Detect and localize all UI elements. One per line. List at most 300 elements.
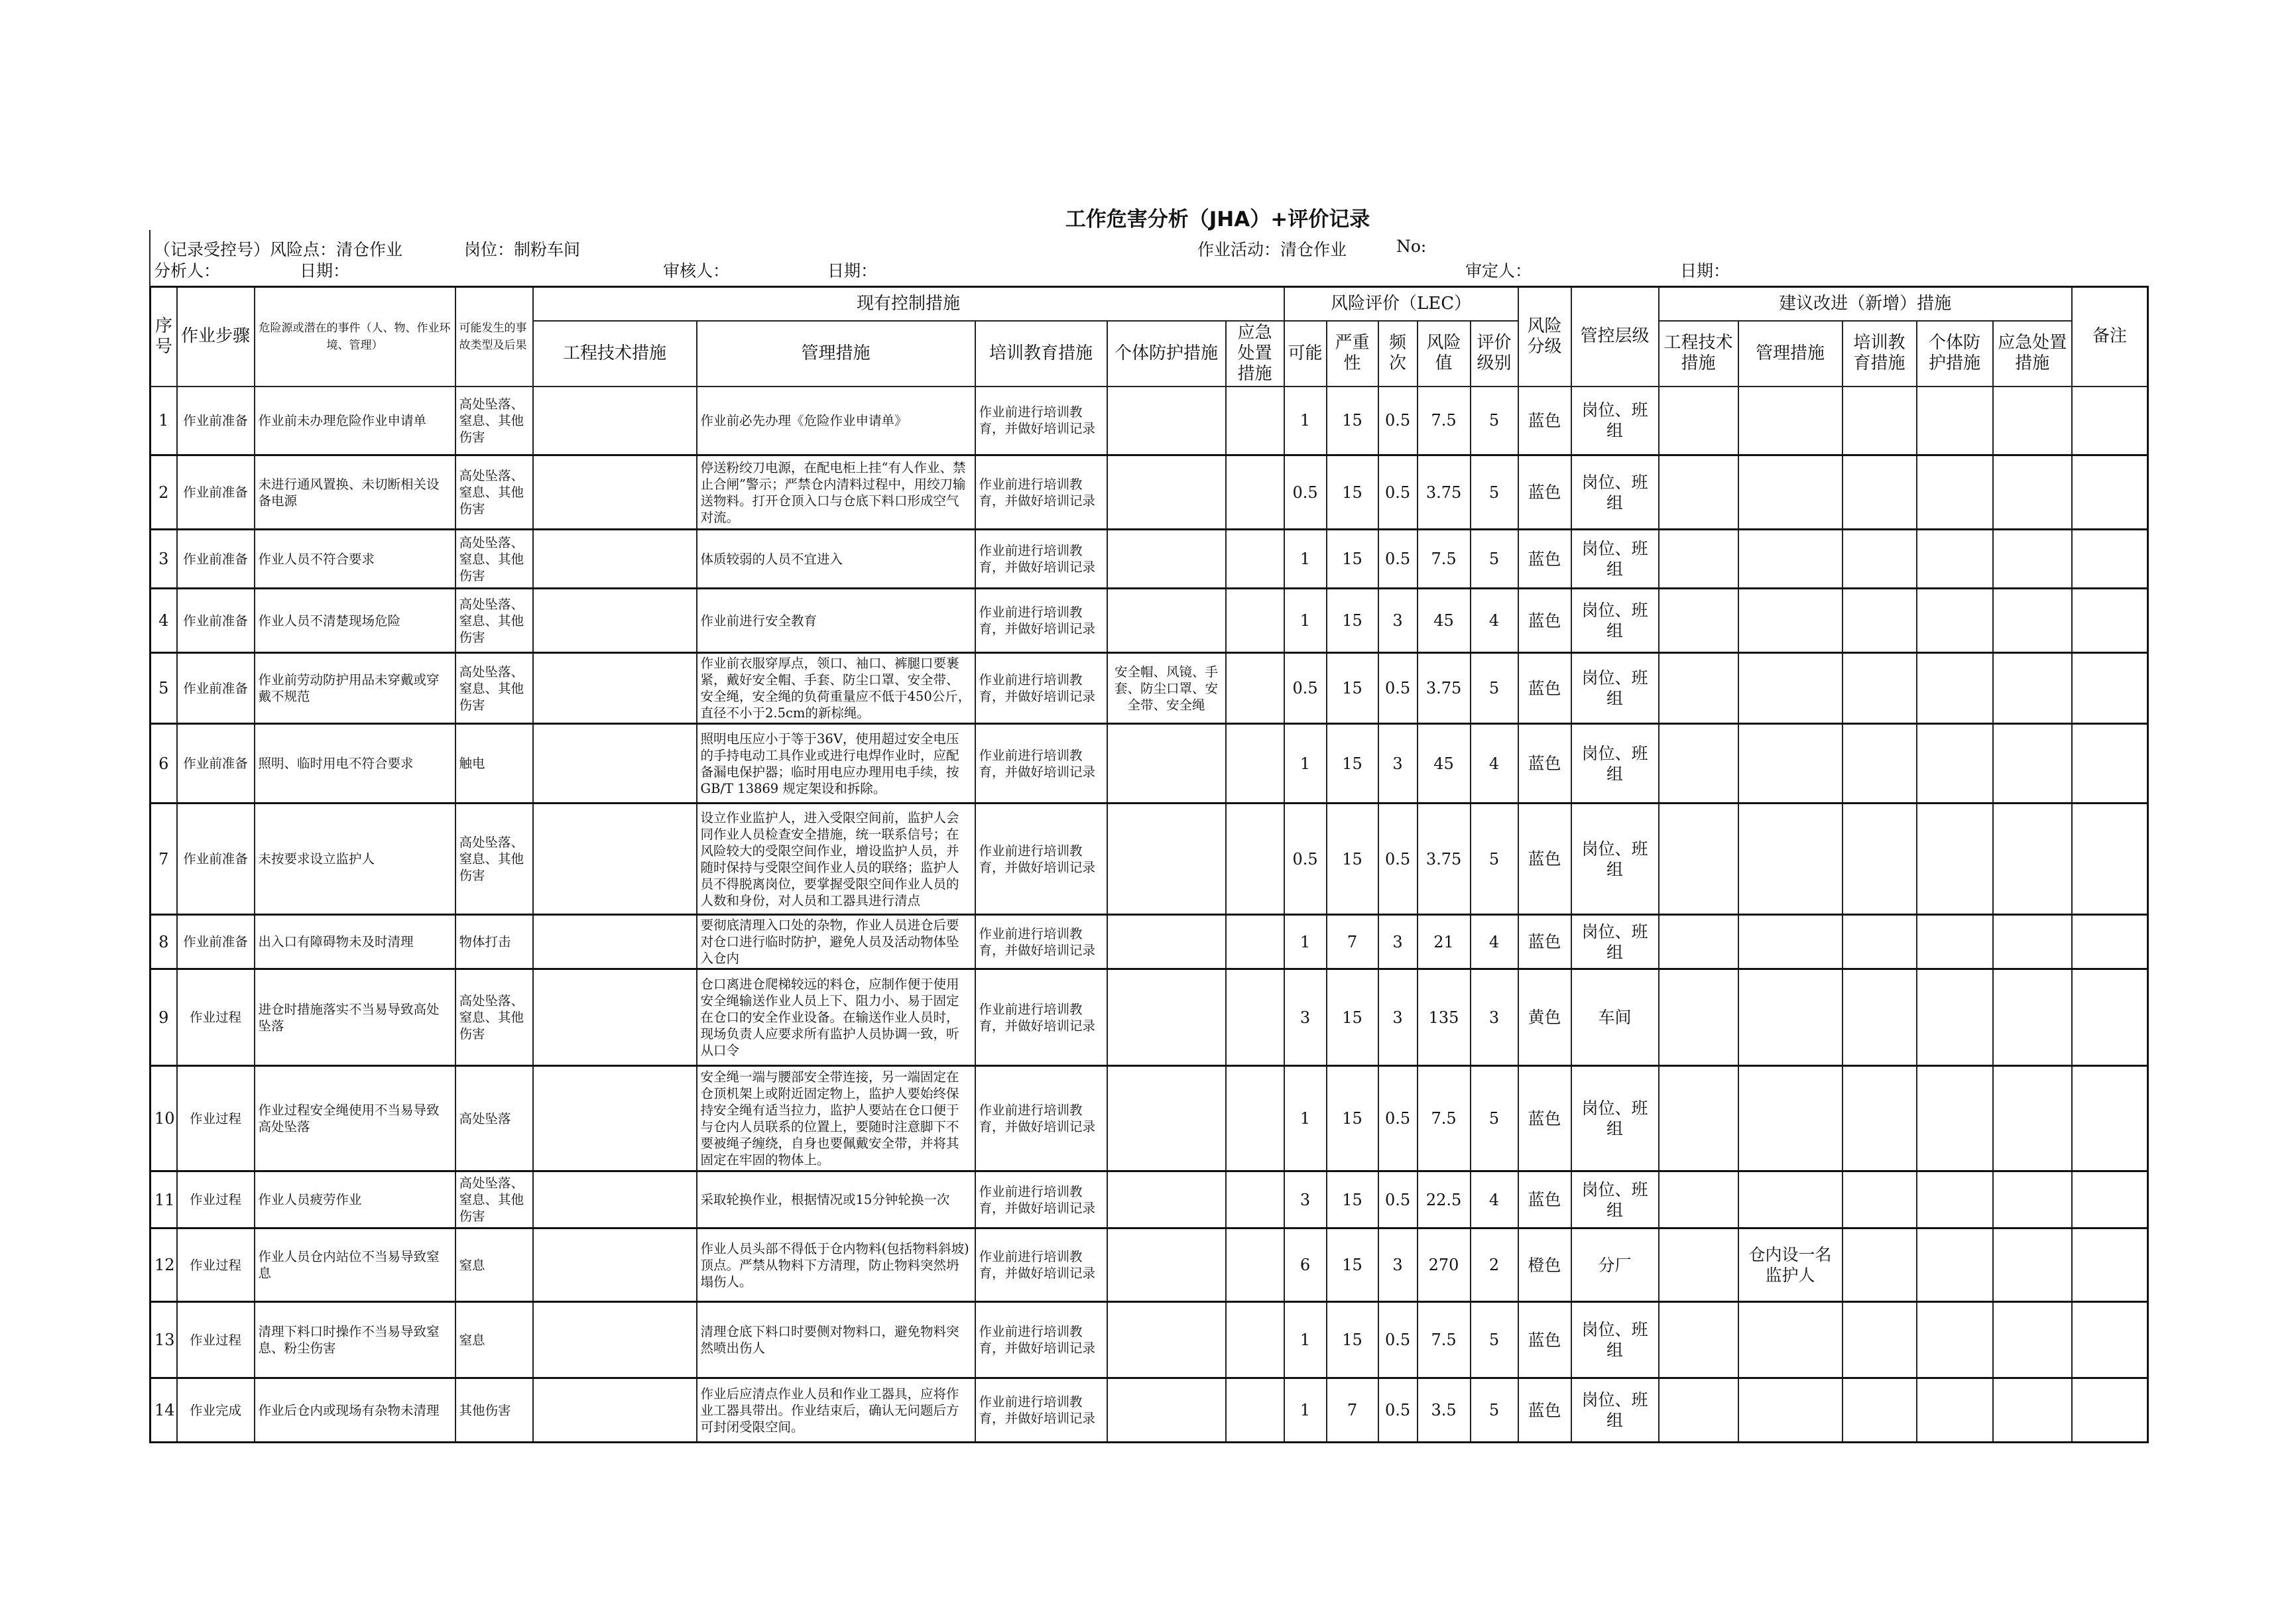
header-mgmt: 管理措施 — [697, 321, 975, 387]
cell-mgmt: 作业前衣服穿厚点，领口、袖口、裤腿口要裹紧，戴好安全帽、手套、防尘口罩、安全带、安全绳，安全绳的负荷重量应不低于450公斤，直径不小于2.5cm的新棕绳。 — [697, 653, 975, 724]
cell-no: 14 — [151, 1378, 177, 1443]
reviewer-date: 日期： — [827, 261, 878, 280]
cell-d: 3.75 — [1418, 653, 1471, 724]
cell-ppe — [1107, 1378, 1226, 1443]
cell-step: 作业过程 — [177, 1228, 255, 1302]
cell-grade: 2 — [1471, 1228, 1518, 1302]
cell-ppe — [1107, 589, 1226, 653]
cell-s-training — [1843, 653, 1917, 724]
cell-step: 作业前准备 — [177, 804, 255, 915]
cell-no: 3 — [151, 530, 177, 589]
cell-control: 岗位、班组 — [1571, 1302, 1659, 1378]
reviewer: 审核人： — [663, 261, 730, 280]
cell-hazard: 未进行通风置换、未切断相关设备电源 — [255, 455, 455, 530]
cell-l: 1 — [1284, 724, 1327, 804]
cell-training: 作业前进行培训教育，并做好培训记录 — [975, 1228, 1107, 1302]
cell-consequence: 高处坠落、窒息、其他伤害 — [455, 1171, 533, 1228]
cell-no: 4 — [151, 589, 177, 653]
cell-mgmt: 作业人员头部不得低于仓内物料(包括物料斜坡)顶点。严禁从物料下方清理，防止物料突然坍塌伤人。 — [697, 1228, 975, 1302]
header-existing-measures: 现有控制措施 — [533, 287, 1284, 321]
cell-d: 270 — [1418, 1228, 1471, 1302]
cell-remark — [2072, 1302, 2148, 1378]
cell-consequence: 窒息 — [455, 1302, 533, 1378]
cell-s-emergency — [1993, 530, 2072, 589]
cell-training: 作业前进行培训教育，并做好培训记录 — [975, 653, 1107, 724]
cell-control: 岗位、班组 — [1571, 724, 1659, 804]
cell-hazard: 清理下料口时操作不当易导致窒息、粉尘伤害 — [255, 1302, 455, 1378]
cell-risk: 蓝色 — [1518, 653, 1571, 724]
cell-eng — [533, 804, 697, 915]
cell-s-mgmt — [1738, 804, 1843, 915]
cell-emergency — [1226, 915, 1284, 969]
cell-s-eng — [1659, 724, 1738, 804]
cell-s: 15 — [1327, 530, 1378, 589]
cell-eng — [533, 1378, 697, 1443]
cell-ppe — [1107, 1171, 1226, 1228]
cell-l: 1 — [1284, 530, 1327, 589]
cell-remark — [2072, 804, 2148, 915]
cell-grade: 3 — [1471, 969, 1518, 1066]
cell-risk: 蓝色 — [1518, 589, 1571, 653]
table-row — [151, 724, 2148, 804]
table-row — [151, 653, 2148, 724]
cell-step: 作业过程 — [177, 1171, 255, 1228]
cell-s-ppe — [1917, 804, 1993, 915]
header-suggested-measures: 建议改进（新增）措施 — [1659, 287, 2072, 321]
cell-grade: 5 — [1471, 455, 1518, 530]
cell-l: 6 — [1284, 1228, 1327, 1302]
cell-s-eng — [1659, 1302, 1738, 1378]
cell-training: 作业前进行培训教育，并做好培训记录 — [975, 530, 1107, 589]
cell-no: 12 — [151, 1228, 177, 1302]
cell-emergency — [1226, 804, 1284, 915]
cell-hazard: 作业前未办理危险作业申请单 — [255, 387, 455, 455]
cell-step: 作业过程 — [177, 1302, 255, 1378]
table-row — [151, 1378, 2148, 1443]
cell-remark — [2072, 1378, 2148, 1443]
header-s-eng: 工程技术措施 — [1659, 321, 1738, 387]
cell-no: 6 — [151, 724, 177, 804]
cell-eng — [533, 653, 697, 724]
cell-d: 45 — [1418, 589, 1471, 653]
cell-s: 15 — [1327, 455, 1378, 530]
cell-s-ppe — [1917, 1302, 1993, 1378]
cell-training: 作业前进行培训教育，并做好培训记录 — [975, 387, 1107, 455]
header-s-ppe: 个体防护措施 — [1917, 321, 1993, 387]
cell-s-emergency — [1993, 1066, 2072, 1171]
cell-ppe — [1107, 1228, 1226, 1302]
cell-d: 7.5 — [1418, 530, 1471, 589]
cell-d: 3.5 — [1418, 1378, 1471, 1443]
cell-training: 作业前进行培训教育，并做好培训记录 — [975, 1066, 1107, 1171]
cell-s-ppe — [1917, 915, 1993, 969]
cell-eng — [533, 1171, 697, 1228]
cell-eng — [533, 724, 697, 804]
cell-s-eng — [1659, 387, 1738, 455]
header-e: 频次 — [1378, 321, 1418, 387]
cell-training: 作业前进行培训教育，并做好培训记录 — [975, 1302, 1107, 1378]
cell-hazard: 作业人员仓内站位不当易导致窒息 — [255, 1228, 455, 1302]
cell-grade: 4 — [1471, 589, 1518, 653]
cell-hazard: 照明、临时用电不符合要求 — [255, 724, 455, 804]
cell-s-ppe — [1917, 969, 1993, 1066]
cell-grade: 4 — [1471, 1171, 1518, 1228]
cell-s: 15 — [1327, 1171, 1378, 1228]
cell-s-eng — [1659, 589, 1738, 653]
cell-step: 作业过程 — [177, 1066, 255, 1171]
header-lec: 风险评价（LEC） — [1284, 287, 1518, 321]
header-hazard: 危险源或潜在的事件（人、物、作业环境、管理） — [255, 287, 455, 387]
cell-training: 作业前进行培训教育，并做好培训记录 — [975, 1171, 1107, 1228]
table-row — [151, 969, 2148, 1066]
cell-hazard: 作业前劳动防护用品未穿戴或穿戴不规范 — [255, 653, 455, 724]
cell-s-eng — [1659, 1066, 1738, 1171]
cell-mgmt: 设立作业监护人，进入受限空间前，监护人会同作业人员检查安全措施，统一联系信号；在风险较大的受限空间作业，增设监护人员，并随时保持与受限空间作业人员的联络；监护人员不得脱离岗位，要掌握受限空间作业人员的人数和身份，对人员和工器具进行清点 — [697, 804, 975, 915]
cell-l: 0.5 — [1284, 653, 1327, 724]
cell-training: 作业前进行培训教育，并做好培训记录 — [975, 724, 1107, 804]
cell-emergency — [1226, 969, 1284, 1066]
cell-l: 0.5 — [1284, 455, 1327, 530]
cell-remark — [2072, 1228, 2148, 1302]
cell-mgmt: 体质较弱的人员不宜进入 — [697, 530, 975, 589]
cell-d: 3.75 — [1418, 455, 1471, 530]
cell-s-ppe — [1917, 1228, 1993, 1302]
cell-control: 岗位、班组 — [1571, 653, 1659, 724]
cell-d: 7.5 — [1418, 1066, 1471, 1171]
cell-d: 45 — [1418, 724, 1471, 804]
cell-s: 15 — [1327, 387, 1378, 455]
cell-s-eng — [1659, 455, 1738, 530]
cell-control: 岗位、班组 — [1571, 1378, 1659, 1443]
left-border — [149, 230, 151, 287]
header-ppe: 个体防护措施 — [1107, 321, 1226, 387]
cell-control: 岗位、班组 — [1571, 1066, 1659, 1171]
cell-s-eng — [1659, 915, 1738, 969]
cell-grade: 4 — [1471, 724, 1518, 804]
cell-consequence: 高处坠落、窒息、其他伤害 — [455, 589, 533, 653]
table-body — [151, 387, 2148, 1443]
cell-e: 0.5 — [1378, 387, 1418, 455]
cell-e: 0.5 — [1378, 1302, 1418, 1378]
cell-grade: 5 — [1471, 530, 1518, 589]
cell-s-ppe — [1917, 455, 1993, 530]
activity: 作业活动：清仓作业 — [1197, 240, 1347, 259]
cell-training: 作业前进行培训教育，并做好培训记录 — [975, 915, 1107, 969]
header-step: 作业步骤 — [177, 287, 255, 387]
cell-ppe — [1107, 804, 1226, 915]
header-risk-level: 风险分级 — [1518, 287, 1571, 387]
cell-consequence: 窒息 — [455, 1228, 533, 1302]
cell-consequence: 物体打击 — [455, 915, 533, 969]
cell-s-eng — [1659, 653, 1738, 724]
cell-s-ppe — [1917, 1378, 1993, 1443]
cell-control: 分厂 — [1571, 1228, 1659, 1302]
cell-no: 8 — [151, 915, 177, 969]
cell-consequence: 高处坠落、窒息、其他伤害 — [455, 804, 533, 915]
cell-s: 7 — [1327, 915, 1378, 969]
cell-s-training — [1843, 455, 1917, 530]
cell-s-emergency — [1993, 387, 2072, 455]
cell-s-mgmt: 仓内设一名监护人 — [1738, 1228, 1843, 1302]
cell-s-eng — [1659, 804, 1738, 915]
cell-d: 22.5 — [1418, 1171, 1471, 1228]
cell-risk: 蓝色 — [1518, 455, 1571, 530]
cell-e: 3 — [1378, 589, 1418, 653]
cell-s-emergency — [1993, 589, 2072, 653]
cell-eng — [533, 1302, 697, 1378]
table-row — [151, 1171, 2148, 1228]
cell-ppe — [1107, 530, 1226, 589]
cell-emergency — [1226, 653, 1284, 724]
cell-no: 11 — [151, 1171, 177, 1228]
cell-risk: 蓝色 — [1518, 915, 1571, 969]
cell-e: 3 — [1378, 969, 1418, 1066]
cell-s-mgmt — [1738, 969, 1843, 1066]
cell-eng — [533, 387, 697, 455]
cell-training: 作业前进行培训教育，并做好培训记录 — [975, 589, 1107, 653]
cell-s-training — [1843, 1066, 1917, 1171]
cell-s: 15 — [1327, 1066, 1378, 1171]
cell-no: 5 — [151, 653, 177, 724]
cell-mgmt: 采取轮换作业，根据情况或15分钟轮换一次 — [697, 1171, 975, 1228]
cell-risk: 蓝色 — [1518, 804, 1571, 915]
cell-s-emergency — [1993, 1171, 2072, 1228]
cell-e: 0.5 — [1378, 804, 1418, 915]
cell-risk: 蓝色 — [1518, 1378, 1571, 1443]
table-row — [151, 804, 2148, 915]
cell-no: 10 — [151, 1066, 177, 1171]
cell-hazard: 作业人员疲劳作业 — [255, 1171, 455, 1228]
cell-hazard: 进仓时措施落实不当易导致高处坠落 — [255, 969, 455, 1066]
header-d: 风险值 — [1418, 321, 1471, 387]
cell-no: 2 — [151, 455, 177, 530]
cell-s-training — [1843, 1228, 1917, 1302]
cell-e: 3 — [1378, 1228, 1418, 1302]
cell-training: 作业前进行培训教育，并做好培训记录 — [975, 969, 1107, 1066]
cell-mgmt: 仓口离进仓爬梯较远的料仓，应制作便于使用安全绳输送作业人员上下、阻力小、易于固定在仓口的安全作业设备。在输送作业人员时，现场负责人应要求所有监护人员协调一致，听从口令 — [697, 969, 975, 1066]
jha-table — [149, 286, 2149, 1443]
cell-consequence: 触电 — [455, 724, 533, 804]
cell-s: 7 — [1327, 1378, 1378, 1443]
cell-remark — [2072, 1171, 2148, 1228]
cell-s: 15 — [1327, 589, 1378, 653]
cell-emergency — [1226, 1066, 1284, 1171]
cell-grade: 5 — [1471, 387, 1518, 455]
table-row — [151, 387, 2148, 455]
cell-control: 岗位、班组 — [1571, 915, 1659, 969]
cell-emergency — [1226, 1228, 1284, 1302]
approver-date: 日期： — [1680, 261, 1730, 280]
cell-s-training — [1843, 530, 1917, 589]
cell-eng — [533, 1066, 697, 1171]
cell-consequence: 高处坠落、窒息、其他伤害 — [455, 387, 533, 455]
header-s-emergency: 应急处置措施 — [1993, 321, 2072, 387]
cell-step: 作业前准备 — [177, 530, 255, 589]
header-l: 可能 — [1284, 321, 1327, 387]
header-seq: 序号 — [151, 287, 177, 387]
cell-grade: 5 — [1471, 1378, 1518, 1443]
header-remark: 备注 — [2072, 287, 2148, 387]
cell-e: 3 — [1378, 915, 1418, 969]
cell-control: 车间 — [1571, 969, 1659, 1066]
cell-e: 0.5 — [1378, 455, 1418, 530]
cell-remark — [2072, 653, 2148, 724]
cell-ppe — [1107, 1066, 1226, 1171]
cell-emergency — [1226, 724, 1284, 804]
cell-mgmt: 清理仓底下料口时要侧对物料口，避免物料突然喷出伤人 — [697, 1302, 975, 1378]
cell-l: 3 — [1284, 969, 1327, 1066]
cell-remark — [2072, 724, 2148, 804]
cell-hazard: 作业过程安全绳使用不当易导致高处坠落 — [255, 1066, 455, 1171]
cell-l: 1 — [1284, 1302, 1327, 1378]
cell-eng — [533, 530, 697, 589]
cell-risk: 橙色 — [1518, 1228, 1571, 1302]
cell-step: 作业前准备 — [177, 653, 255, 724]
cell-no: 13 — [151, 1302, 177, 1378]
cell-consequence: 其他伤害 — [455, 1378, 533, 1443]
cell-s: 15 — [1327, 653, 1378, 724]
cell-s-emergency — [1993, 804, 2072, 915]
cell-l: 3 — [1284, 1171, 1327, 1228]
cell-step: 作业完成 — [177, 1378, 255, 1443]
cell-emergency — [1226, 1378, 1284, 1443]
cell-ppe: 安全帽、风镜、手套、防尘口罩、安全带、安全绳 — [1107, 653, 1226, 724]
cell-step: 作业前准备 — [177, 915, 255, 969]
cell-e: 0.5 — [1378, 653, 1418, 724]
header-s-training: 培训教育措施 — [1843, 321, 1917, 387]
cell-eng — [533, 915, 697, 969]
cell-step: 作业前准备 — [177, 589, 255, 653]
cell-consequence: 高处坠落、窒息、其他伤害 — [455, 455, 533, 530]
cell-s-ppe — [1917, 589, 1993, 653]
cell-emergency — [1226, 1171, 1284, 1228]
header-grade: 评价级别 — [1471, 321, 1518, 387]
cell-d: 3.75 — [1418, 804, 1471, 915]
cell-emergency — [1226, 1302, 1284, 1378]
cell-s: 15 — [1327, 1302, 1378, 1378]
cell-s: 15 — [1327, 724, 1378, 804]
cell-ppe — [1107, 387, 1226, 455]
cell-ppe — [1107, 915, 1226, 969]
cell-grade: 5 — [1471, 1066, 1518, 1171]
cell-l: 1 — [1284, 589, 1327, 653]
cell-risk: 蓝色 — [1518, 387, 1571, 455]
cell-s-eng — [1659, 1378, 1738, 1443]
cell-s-training — [1843, 589, 1917, 653]
cell-hazard: 未按要求设立监护人 — [255, 804, 455, 915]
cell-s-emergency — [1993, 1228, 2072, 1302]
cell-s-mgmt — [1738, 455, 1843, 530]
cell-hazard: 作业人员不符合要求 — [255, 530, 455, 589]
cell-step: 作业前准备 — [177, 724, 255, 804]
cell-s-mgmt — [1738, 724, 1843, 804]
cell-s-mgmt — [1738, 387, 1843, 455]
cell-s-eng — [1659, 969, 1738, 1066]
cell-risk: 蓝色 — [1518, 1171, 1571, 1228]
cell-remark — [2072, 969, 2148, 1066]
cell-risk: 蓝色 — [1518, 1302, 1571, 1378]
cell-s-mgmt — [1738, 1302, 1843, 1378]
cell-s-training — [1843, 387, 1917, 455]
cell-s: 15 — [1327, 804, 1378, 915]
table-row — [151, 455, 2148, 530]
cell-consequence: 高处坠落、窒息、其他伤害 — [455, 653, 533, 724]
cell-s-training — [1843, 1378, 1917, 1443]
analyst: 分析人： — [154, 261, 221, 280]
cell-s-ppe — [1917, 530, 1993, 589]
analyst-date: 日期： — [300, 261, 350, 280]
cell-eng — [533, 589, 697, 653]
cell-s-eng — [1659, 1228, 1738, 1302]
cell-s-training — [1843, 1171, 1917, 1228]
header-eng: 工程技术措施 — [533, 321, 697, 387]
cell-mgmt: 作业后应清点作业人员和作业工器具，应将作业工器具带出。作业结束后，确认无问题后方可封闭受限空间。 — [697, 1378, 975, 1443]
cell-step: 作业前准备 — [177, 387, 255, 455]
cell-control: 岗位、班组 — [1571, 530, 1659, 589]
cell-e: 0.5 — [1378, 1378, 1418, 1443]
approver: 审定人： — [1465, 261, 1532, 280]
cell-s-emergency — [1993, 724, 2072, 804]
cell-remark — [2072, 455, 2148, 530]
cell-ppe — [1107, 1302, 1226, 1378]
cell-eng — [533, 455, 697, 530]
cell-s-training — [1843, 804, 1917, 915]
cell-step: 作业过程 — [177, 969, 255, 1066]
cell-remark — [2072, 1066, 2148, 1171]
cell-mgmt: 停送粉绞刀电源，在配电柜上挂“有人作业、禁止合闸”警示；严禁仓内清料过程中，用绞刀输送物料。打开仓顶入口与仓底下料口形成空气对流。 — [697, 455, 975, 530]
record-no: （记录受控号）风险点：清仓作业 — [154, 240, 403, 259]
cell-risk: 蓝色 — [1518, 1066, 1571, 1171]
cell-ppe — [1107, 724, 1226, 804]
table-row — [151, 1066, 2148, 1171]
table-row — [151, 1228, 2148, 1302]
cell-s-emergency — [1993, 915, 2072, 969]
cell-s: 15 — [1327, 1228, 1378, 1302]
table-row — [151, 589, 2148, 653]
cell-control: 岗位、班组 — [1571, 589, 1659, 653]
cell-l: 0.5 — [1284, 804, 1327, 915]
cell-eng — [533, 969, 697, 1066]
cell-s-mgmt — [1738, 915, 1843, 969]
cell-consequence: 高处坠落 — [455, 1066, 533, 1171]
cell-s-emergency — [1993, 1302, 2072, 1378]
header-s: 严重性 — [1327, 321, 1378, 387]
cell-s-ppe — [1917, 1066, 1993, 1171]
cell-s-mgmt — [1738, 653, 1843, 724]
cell-emergency — [1226, 530, 1284, 589]
cell-risk: 蓝色 — [1518, 530, 1571, 589]
cell-s-training — [1843, 969, 1917, 1066]
cell-s-mgmt — [1738, 1378, 1843, 1443]
cell-s-mgmt — [1738, 1066, 1843, 1171]
cell-s-mgmt — [1738, 589, 1843, 653]
cell-s-emergency — [1993, 653, 2072, 724]
cell-control: 岗位、班组 — [1571, 455, 1659, 530]
cell-l: 1 — [1284, 1378, 1327, 1443]
cell-d: 7.5 — [1418, 387, 1471, 455]
cell-emergency — [1226, 455, 1284, 530]
cell-ppe — [1107, 969, 1226, 1066]
cell-risk: 蓝色 — [1518, 724, 1571, 804]
cell-s-ppe — [1917, 724, 1993, 804]
cell-e: 0.5 — [1378, 530, 1418, 589]
cell-s-training — [1843, 1302, 1917, 1378]
cell-mgmt: 照明电压应小于等于36V，使用超过安全电压的手持电动工具作业或进行电焊作业时，应配备漏电保护器；临时用电应办理用电手续，按GB/T 13869 规定架设和拆除。 — [697, 724, 975, 804]
cell-mgmt: 作业前进行安全教育 — [697, 589, 975, 653]
post: 岗位：制粉车间 — [464, 240, 581, 259]
cell-s-ppe — [1917, 387, 1993, 455]
cell-training: 作业前进行培训教育，并做好培训记录 — [975, 804, 1107, 915]
